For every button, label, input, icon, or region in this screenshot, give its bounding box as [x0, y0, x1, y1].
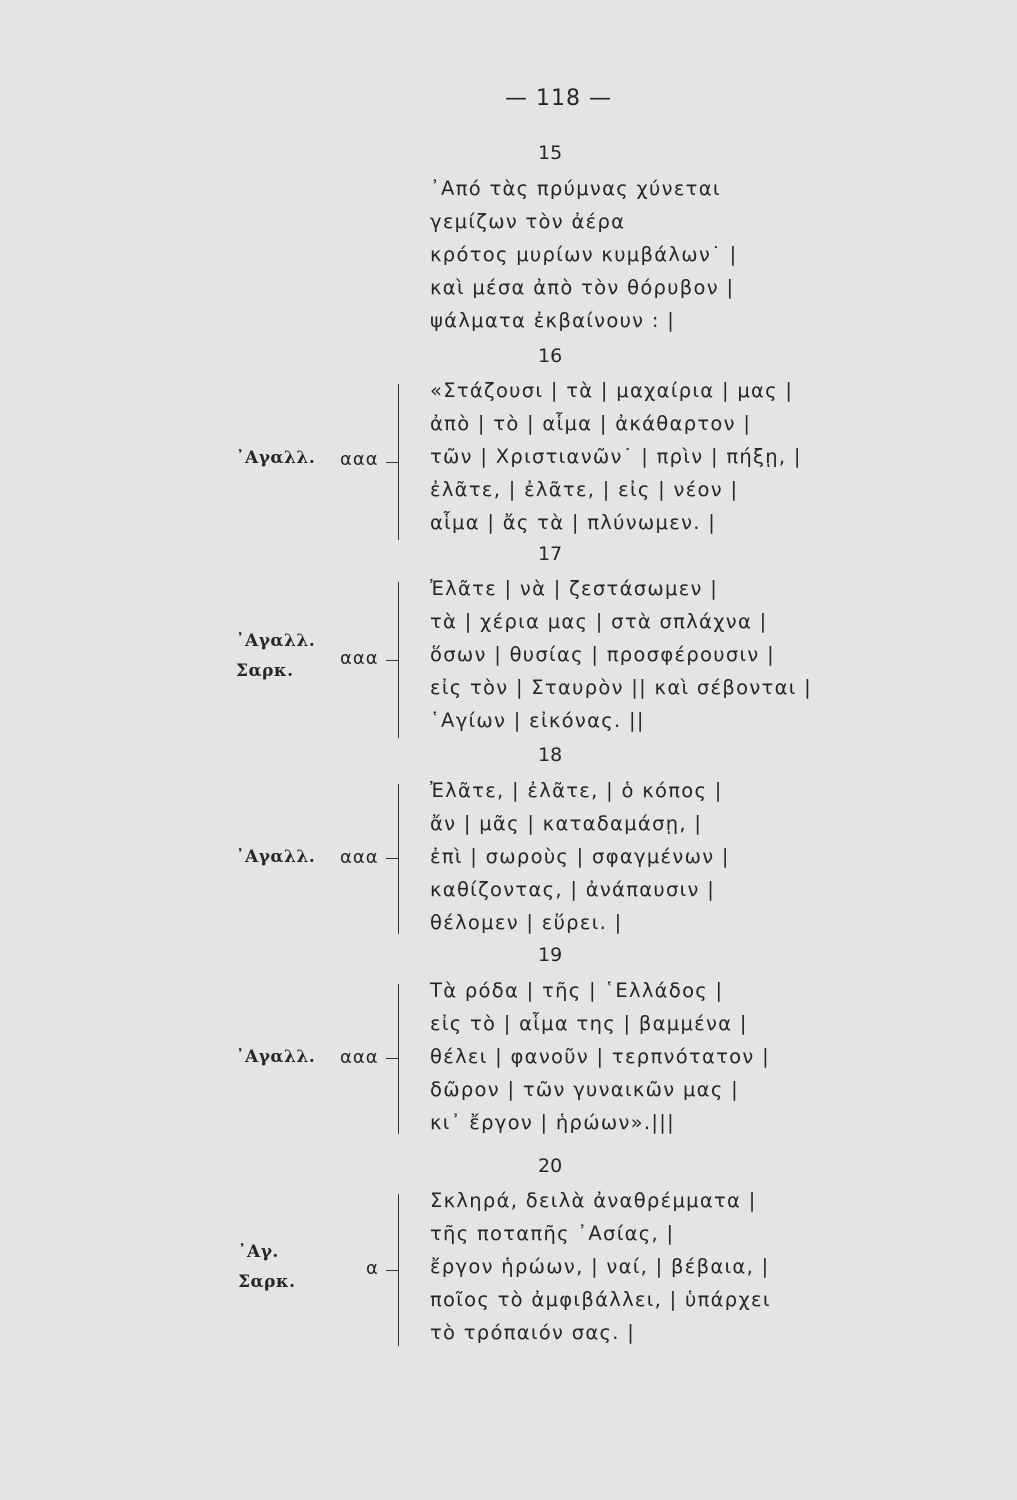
stanza-17: [430, 572, 812, 737]
bracket: [398, 984, 400, 1134]
bracket-tick: [386, 1270, 398, 1271]
stanza-16: [430, 374, 802, 539]
stanza-number: 15: [538, 142, 563, 164]
verse-line: Σκληρά, δειλὰ ἀναθρέμματα |: [430, 1189, 757, 1212]
verse-line: τῶν | Χριστιανῶν˙ | πρὶν | πήξῃ, |: [430, 445, 802, 468]
verse-line: ἄν | μᾶς | καταδαμάσῃ, |: [430, 812, 703, 835]
verse-line: ἔργον ἡρώων, | ναί, | βέβαια, |: [430, 1255, 770, 1278]
verse-line: ἀπὸ | τὸ | αἷμα | ἀκάθαρτον |: [430, 412, 752, 435]
verse-line: ῾Αγίων | εἰκόνας. ||: [430, 709, 645, 732]
verse-line: δῶρον | τῶν γυναικῶν μας |: [430, 1078, 739, 1101]
verse-line: ψάλματα ἐκβαίνουν : |: [430, 309, 676, 332]
bracket-tick: [386, 660, 398, 661]
stanza-20: [430, 1184, 771, 1349]
verse-line: τῆς ποταπῆς ᾿Ασίας, |: [430, 1222, 675, 1245]
mode-label: ααα: [340, 847, 379, 868]
bracket: [398, 1194, 400, 1346]
verse-line: εἰς τὸν | Σταυρὸν || καὶ σέβονται |: [430, 676, 813, 699]
verse-line: ποῖος τὸ ἀμφιβάλλει, | ὑπάρχει: [430, 1288, 771, 1311]
stanza-18: [430, 774, 730, 939]
speaker-label: ᾿Αγαλλ.: [236, 1047, 316, 1067]
verse-line: τὸ τρόπαιόν σας. |: [430, 1321, 636, 1344]
verse-line: «Στάζουσι | τὰ | μαχαίρια | μας |: [430, 379, 794, 402]
bracket: [398, 784, 400, 934]
mode-label: ααα: [340, 648, 379, 669]
verse-line: αἷμα | ἄς τὰ | πλύνωμεν. |: [430, 511, 717, 534]
bracket: [398, 582, 400, 738]
stanza-number: 18: [538, 744, 563, 766]
mode-label: α: [366, 1258, 379, 1279]
verse-line: Ἐλᾶτε | νὰ | ζεστάσωμεν |: [430, 577, 719, 600]
verse-line: θέλει | φανοῦν | τερπνότατον |: [430, 1045, 770, 1068]
verse-line: τὰ | χέρια μας | στὰ σπλάχνα |: [430, 610, 768, 633]
verse-line: Ἐλᾶτε, | ἐλᾶτε, | ὁ κόπος |: [430, 779, 723, 802]
page-number: — 118 —: [505, 86, 612, 111]
verse-line: καὶ μέσα ἀπὸ τὸν θόρυβον |: [430, 276, 735, 299]
verse-line: εἰς τὸ | αἷμα της | βαμμένα |: [430, 1012, 748, 1035]
verse-line: Τὰ ρόδα | τῆς | ῾Ελλάδος |: [430, 979, 724, 1002]
verse-line: ἐπὶ | σωροὺς | σφαγμένων |: [430, 845, 730, 868]
bracket-tick: [386, 858, 398, 859]
speaker-label: ᾿Αγαλλ. Σαρκ.: [236, 631, 316, 681]
verse-line: θέλομεν | εὕρει. |: [430, 911, 623, 934]
verse-line: κι᾿ ἔργον | ἡρώων».|||: [430, 1111, 676, 1134]
speaker-label: ᾿Αγ. Σαρκ.: [238, 1242, 296, 1292]
mode-label: ααα: [340, 449, 379, 470]
verse-line: ἐλᾶτε, | ἐλᾶτε, | εἰς | νέον |: [430, 478, 739, 501]
stanza-number: 19: [538, 944, 563, 966]
bracket-tick: [386, 462, 398, 463]
stanza-number: 16: [538, 345, 563, 367]
stanza-number: 20: [538, 1155, 563, 1177]
speaker-label: ᾿Αγαλλ.: [236, 448, 316, 468]
stanza-15: [430, 172, 737, 337]
bracket: [398, 384, 400, 540]
verse-line: ὅσων | θυσίας | προσφέρουσιν |: [430, 643, 775, 666]
stanza-19: [430, 974, 770, 1139]
mode-label: ααα: [340, 1047, 379, 1068]
verse-line: ᾿Από τὰς πρύμνας χύνεται: [430, 177, 721, 200]
bracket-tick: [386, 1058, 398, 1059]
stanza-number: 17: [538, 543, 563, 565]
verse-line: γεμίζων τὸν ἀέρα: [430, 210, 626, 233]
verse-line: καθίζοντας, | ἀνάπαυσιν |: [430, 878, 716, 901]
speaker-label: ᾿Αγαλλ.: [236, 847, 316, 867]
verse-line: κρότος μυρίων κυμβάλων˙ |: [430, 243, 738, 266]
